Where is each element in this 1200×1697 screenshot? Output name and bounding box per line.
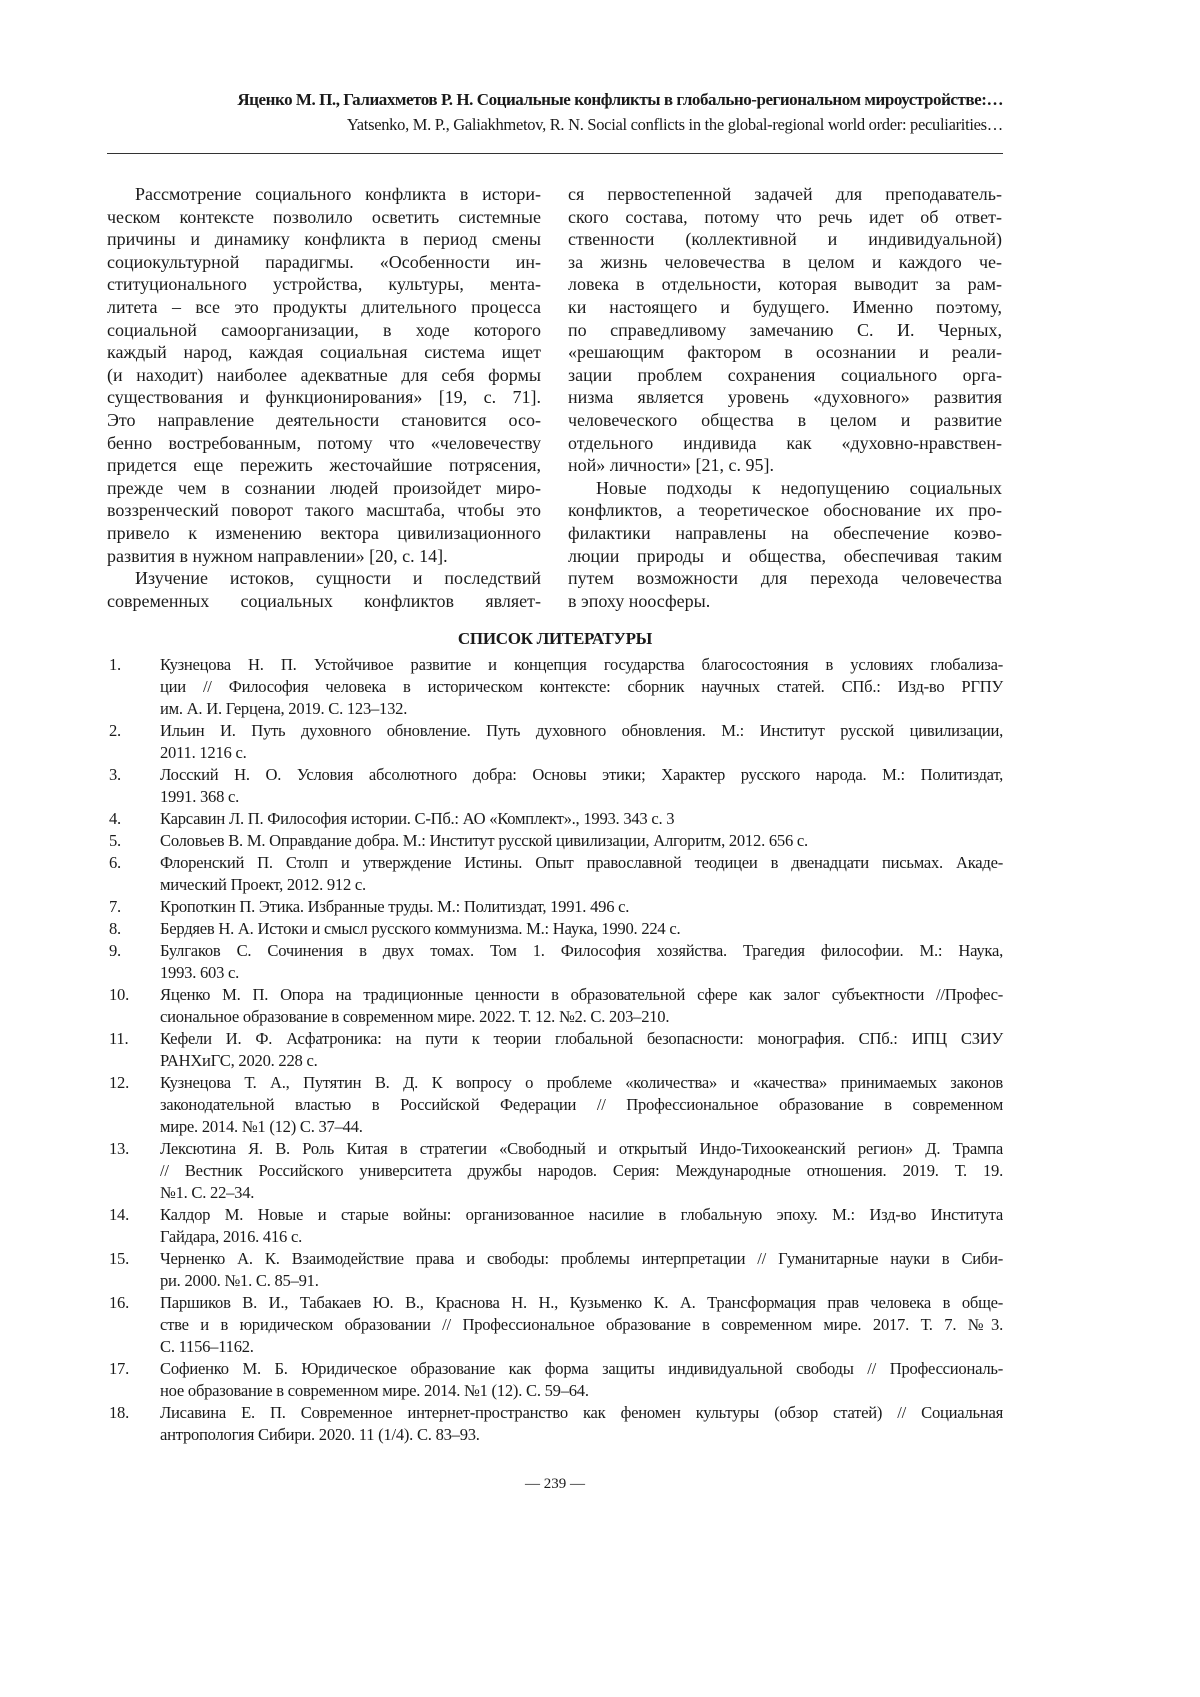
reference-number: 11.	[109, 1028, 128, 1050]
reference-text-line: Бердяев Н. А. Истоки и смысл русского коммунизма. М.: Наука, 1990. 224 с.	[160, 918, 1003, 940]
reference-item	[107, 1402, 1003, 1446]
body-text-line: конфликтов, а теоретическое обоснование их про-	[568, 499, 1002, 522]
reference-text-line: // Вестник Российского университета дружбы народов. Серия: Международные отношения. 2019. Т. 19.	[160, 1160, 1003, 1182]
reference-item	[107, 1028, 1003, 1072]
reference-text-line: Флоренский П. Столп и утверждение Истины. Опыт православной теодицеи в двенадцати письмах. Акаде-	[160, 852, 1003, 874]
body-text-line: (и находит) наиболее адекватные для себя формы	[107, 364, 541, 387]
body-text-line: по справедливому замечанию С. И. Черных,	[568, 319, 1002, 342]
body-text-line: социокультурной парадигмы. «Особенности ин-	[107, 251, 541, 274]
reference-item	[107, 1072, 1003, 1138]
reference-text-line: Булгаков С. Сочинения в двух томах. Том 1. Философия хозяйства. Трагедия философии. М.: Наука,	[160, 940, 1003, 962]
reference-text-line: Карсавин Л. П. Философия истории. С-Пб.: АО «Комплект»., 1993. 343 с. 3	[160, 808, 1003, 830]
body-column-left	[107, 183, 541, 612]
body-text-line: развития в нужном направлении» [20, с. 14].	[107, 545, 541, 568]
reference-number: 12.	[109, 1072, 129, 1094]
reference-item	[107, 896, 1003, 918]
reference-number: 13.	[109, 1138, 129, 1160]
reference-text-line: сиональное образование в современном мире. 2022. Т. 12. №2. С. 203–210.	[160, 1006, 1003, 1028]
body-text-line: привело к изменению вектора цивилизационного	[107, 522, 541, 545]
reference-text-line: Кропоткин П. Этика. Избранные труды. М.: Политиздат, 1991. 496 с.	[160, 896, 1003, 918]
reference-text-line: 2011. 1216 с.	[160, 742, 1003, 764]
reference-text-line: Лосский Н. О. Условия абсолютного добра: Основы этики; Характер русского народа. М.: Политиздат,	[160, 764, 1003, 786]
reference-item	[107, 654, 1003, 720]
body-text-line: отдельного индивида как «духовно-нравствен-	[568, 432, 1002, 455]
body-text-line: существования и функционирования» [19, с. 71].	[107, 386, 541, 409]
body-text-line: ся первостепенной задачей для преподаватель-	[568, 183, 1002, 206]
reference-item	[107, 1204, 1003, 1248]
body-text-line: путем возможности для перехода человечества	[568, 567, 1002, 590]
body-text-line: за жизнь человечества в целом и каждого че-	[568, 251, 1002, 274]
body-text-line: придется еще пережить жесточайшие потрясения,	[107, 454, 541, 477]
reference-item	[107, 830, 1003, 852]
body-text-line: в эпоху ноосферы.	[568, 590, 1002, 613]
reference-number: 1.	[109, 654, 121, 676]
reference-number: 8.	[109, 918, 121, 940]
reference-item	[107, 918, 1003, 940]
reference-text-line: Софиенко М. Б. Юридическое образование как форма защиты индивидуальной свободы // Профессиональ-	[160, 1358, 1003, 1380]
body-text-line: каждый народ, каждая социальная система ищет	[107, 341, 541, 364]
reference-number: 3.	[109, 764, 121, 786]
reference-number: 2.	[109, 720, 121, 742]
reference-number: 5.	[109, 830, 121, 852]
reference-number: 10.	[109, 984, 129, 1006]
body-text-line: ки настоящего и будущего. Именно поэтому,	[568, 296, 1002, 319]
reference-item	[107, 808, 1003, 830]
reference-number: 9.	[109, 940, 121, 962]
body-text-line: зации проблем сохранения социального орга-	[568, 364, 1002, 387]
reference-text-line: Яценко М. П. Опора на традиционные ценности в образовательной сфере как залог субъектности //Профес-	[160, 984, 1003, 1006]
reference-text-line: Черненко А. К. Взаимодействие права и свободы: проблемы интерпретации // Гуманитарные науки в Сиби-	[160, 1248, 1003, 1270]
reference-item	[107, 1138, 1003, 1204]
reference-text-line: С. 1156–1162.	[160, 1336, 1003, 1358]
body-text-line: низма является уровень «духовного» развития	[568, 386, 1002, 409]
header-divider	[107, 153, 1003, 154]
reference-item	[107, 940, 1003, 984]
page-number: — 239 —	[0, 1476, 1110, 1493]
body-text-line: прежде чем в сознании людей произойдет миро-	[107, 477, 541, 500]
reference-item	[107, 852, 1003, 896]
reference-text-line: им. А. И. Герцена, 2019. С. 123–132.	[160, 698, 1003, 720]
reference-text-line: Паршиков В. И., Табакаев Ю. В., Краснова Н. Н., Кузьменко К. А. Трансформация прав человека в обще-	[160, 1292, 1003, 1314]
reference-text-line: РАНХиГС, 2020. 228 с.	[160, 1050, 1003, 1072]
body-text-line: литета – все это продукты длительного процесса	[107, 296, 541, 319]
reference-text-line: Лисавина Е. П. Современное интернет-пространство как феномен культуры (обзор статей) // Социальная	[160, 1402, 1003, 1424]
reference-item	[107, 764, 1003, 808]
reference-text-line: Кузнецова Т. А., Путятин В. Д. К вопросу о проблеме «количества» и «качества» принимаемых законов	[160, 1072, 1003, 1094]
body-text-line: причины и динамику конфликта в период смены	[107, 228, 541, 251]
body-text-line: бенно востребованным, потому что «человечеству	[107, 432, 541, 455]
reference-text-line: законодательной властью в Российской Федерации // Профессиональное образование в современном	[160, 1094, 1003, 1116]
body-text-line: Изучение истоков, сущности и последствий	[107, 567, 541, 590]
body-text-line: «решающим фактором в осознании и реали-	[568, 341, 1002, 364]
reference-text-line: ное образование в современном мире. 2014. №1 (12). С. 59–64.	[160, 1380, 1003, 1402]
reference-text-line: Кефели И. Ф. Асфатроника: на пути к теории глобальной безопасности: монография. СПб.: ИПЦ СЗИУ	[160, 1028, 1003, 1050]
running-header-russian: Яценко М. П., Галиахметов Р. Н. Социальные конфликты в глобально-региональном мироустройстве:…	[107, 90, 1003, 110]
body-text-line: человеческого общества в целом и развитие	[568, 409, 1002, 432]
body-text-line: филактики направлены на обеспечение коэво-	[568, 522, 1002, 545]
body-text-line: социальной самоорганизации, в ходе которого	[107, 319, 541, 342]
body-column-right	[568, 183, 1002, 612]
reference-text-line: 1993. 603 с.	[160, 962, 1003, 984]
reference-text-line: Кузнецова Н. П. Устойчивое развитие и концепция государства благосостояния в условиях глобализа-	[160, 654, 1003, 676]
body-text-line: люции природы и общества, обеспечивая таким	[568, 545, 1002, 568]
body-text-line: Это направление деятельности становится осо-	[107, 409, 541, 432]
body-text-line: ского состава, потому что речь идет об ответ-	[568, 206, 1002, 229]
reference-number: 7.	[109, 896, 121, 918]
reference-text-line: №1. С. 22–34.	[160, 1182, 1003, 1204]
reference-number: 18.	[109, 1402, 129, 1424]
reference-number: 15.	[109, 1248, 129, 1270]
body-text-line: ной» личности» [21, с. 95].	[568, 454, 1002, 477]
reference-number: 4.	[109, 808, 121, 830]
reference-number: 14.	[109, 1204, 129, 1226]
reference-item	[107, 984, 1003, 1028]
body-text-line: ловека в отдельности, которая выводит за рам-	[568, 273, 1002, 296]
body-text-line: ституционального устройства, культуры, мента-	[107, 273, 541, 296]
reference-item	[107, 1292, 1003, 1358]
reference-number: 6.	[109, 852, 121, 874]
reference-text-line: Гайдара, 2016. 416 с.	[160, 1226, 1003, 1248]
reference-text-line: Соловьев В. М. Оправдание добра. М.: Институт русской цивилизации, Алгоритм, 2012. 656 с.	[160, 830, 1003, 852]
reference-text-line: ри. 2000. №1. С. 85–91.	[160, 1270, 1003, 1292]
reference-text-line: мире. 2014. №1 (12) С. 37–44.	[160, 1116, 1003, 1138]
reference-item	[107, 720, 1003, 764]
references-list	[107, 654, 1003, 1446]
body-text-line: воззренческий поворот такого масштаба, чтобы это	[107, 499, 541, 522]
reference-item	[107, 1358, 1003, 1402]
reference-text-line: 1991. 368 с.	[160, 786, 1003, 808]
reference-text-line: Лексютина Я. В. Роль Китая в стратегии «Свободный и открытый Индо-Тихоокеанский регион» Д. Трампа	[160, 1138, 1003, 1160]
reference-text-line: ции // Философия человека в историческом контексте: сборник научных статей. СПб.: Изд-во РГПУ	[160, 676, 1003, 698]
body-text-line: Новые подходы к недопущению социальных	[568, 477, 1002, 500]
body-text-line: Рассмотрение социального конфликта в истори-	[107, 183, 541, 206]
reference-text-line: антропология Сибири. 2020. 11 (1/4). С. 83–93.	[160, 1424, 1003, 1446]
reference-text-line: стве и в юридическом образовании // Профессиональное образование в современном мире. 2017. Т. 7. №3.	[160, 1314, 1003, 1336]
references-heading: СПИСОК ЛИТЕРАТУРЫ	[107, 629, 1003, 649]
running-header-english: Yatsenko, M. P., Galiakhmetov, R. N. Social conflicts in the global-regional world order: peculiarities…	[107, 115, 1003, 135]
body-text-line: ственности (коллективной и индивидуальной)	[568, 228, 1002, 251]
reference-number: 17.	[109, 1358, 129, 1380]
reference-text-line: Ильин И. Путь духовного обновление. Путь духовного обновления. М.: Институт русской цивилизации,	[160, 720, 1003, 742]
reference-number: 16.	[109, 1292, 129, 1314]
reference-item	[107, 1248, 1003, 1292]
body-text-line: современных социальных конфликтов являет-	[107, 590, 541, 613]
reference-text-line: Калдор М. Новые и старые войны: организованное насилие в глобальную эпоху. М.: Изд-во Института	[160, 1204, 1003, 1226]
body-text-line: ческом контексте позволило осветить системные	[107, 206, 541, 229]
reference-text-line: мический Проект, 2012. 912 с.	[160, 874, 1003, 896]
